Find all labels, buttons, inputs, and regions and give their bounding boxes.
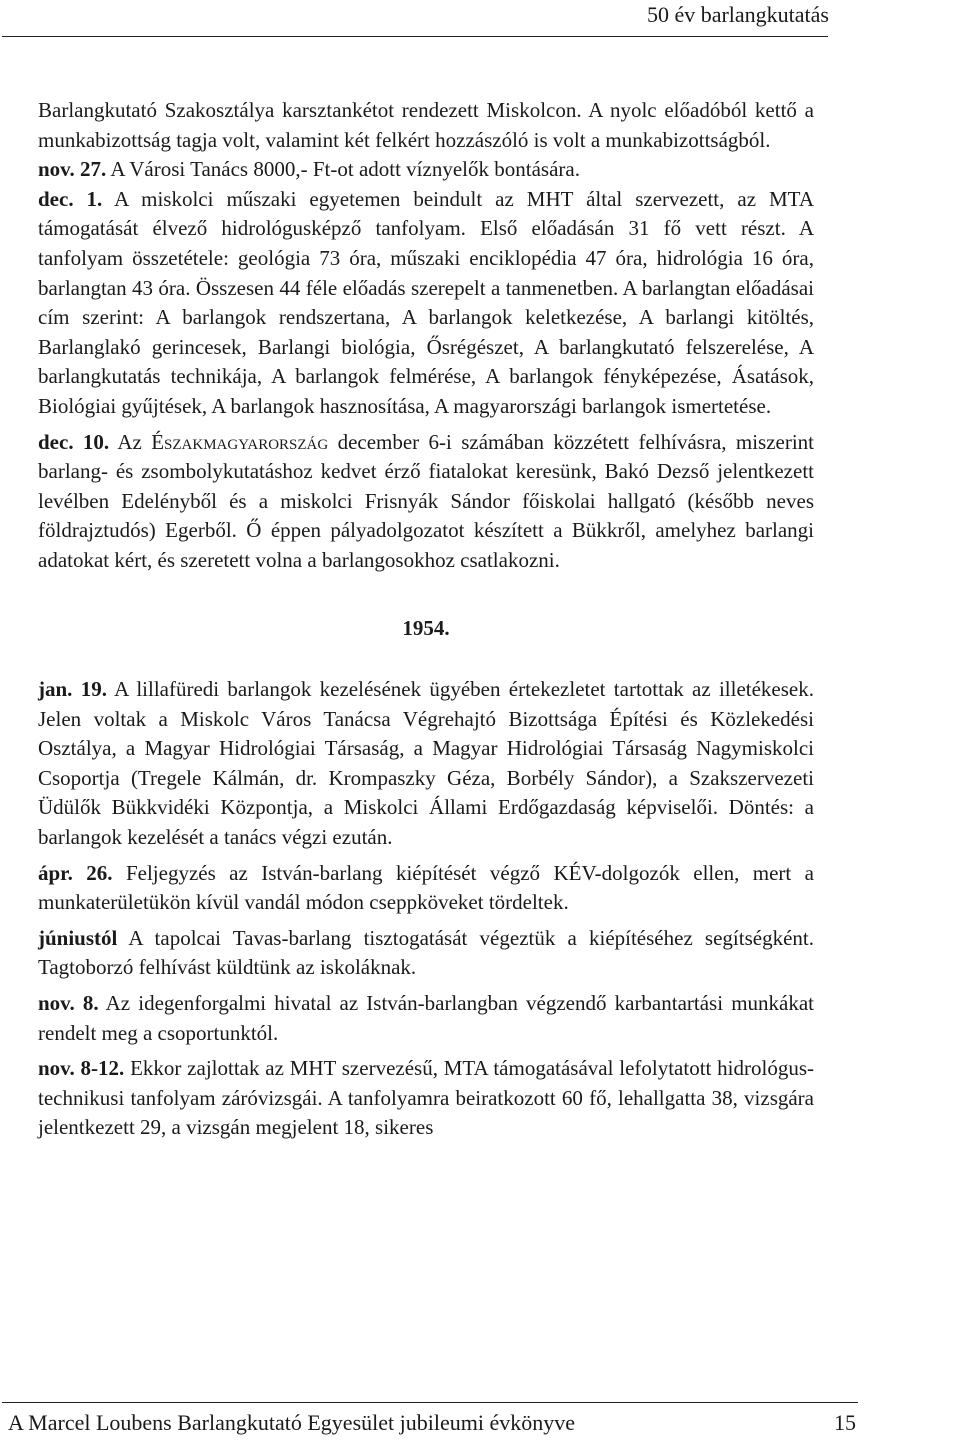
entry-nov-8 <box>38 989 814 1048</box>
entry-date: júniustól <box>38 925 118 950</box>
header-rule <box>2 36 828 37</box>
entry-continued <box>38 96 814 155</box>
newspaper-title: Északmagyarország <box>151 429 329 454</box>
entry-date: dec. 10. <box>38 429 110 454</box>
entry-text: Barlangkutató Szakosztálya karsztankétot rendezett Miskolcon. A nyolc előadóból kettő a munkabizottság tagja volt, valamint két felkért hozzászóló is volt a munkabizottságból. <box>38 98 814 152</box>
footer-publication: A Marcel Loubens Barlangkutató Egyesület jubileumi évkönyve <box>8 1410 575 1435</box>
entry-text: A lillafüredi barlangok kezelésének ügyében értekezletet tartottak az illetékesek. Jelen voltak a Miskolc Város Tanácsa Végrehajtó Bizottsága Építési és Közlekedési Osztálya, a Magyar Hidrológiai Társaság, a Magyar Hidrológiai Társaság Nagymiskolci Csoportja (Tregele Kálmán, dr. Krompaszky Géza, Borbély Sándor), a Szakszervezeti Üdülők Bükkvidéki Központja, a Miskolci Állami Erdőgazdaság képviselői. Döntés: a barlangok kezelését a tanács végzi ezután. <box>38 677 814 850</box>
entry-nov-8-12 <box>38 1054 814 1143</box>
entry-date: nov. 8. <box>38 991 99 1016</box>
entry-dec-1 <box>38 185 814 422</box>
entry-text-post: december 6-i számában közzétett felhívásra, miszerint barlang- és zsombolykutatáshoz kedvet érző fiatalokat keresünk, Bakó Dezső jelentkezett levélben Edelényből és a miskolci Frisnyák Sándor főiskolai hallgató (később neves földrajztudós) Egerből. Ő éppen pályadolgozatot készített a Bükkről, amelyhez barlangi adatokat kért, és szeretett volna a barlangosokhoz csatlakozni. <box>38 429 815 572</box>
page-number: 15 <box>834 1410 856 1435</box>
page-body <box>38 96 814 1143</box>
entry-text: A miskolci műszaki egyetemen beindult az MHT által szervezett, az MTA támogatását élvező hidrológusképző tanfolyam. Első előadásán 31 fő vett részt. A tanfolyam összetétele: geológia 73 óra, műszaki enciklopédia 47 óra, hidrológia 16 óra, barlangtan 43 óra. Összesen 44 féle előadás szerepelt a tanmenetben. A barlangtan előadásai cím szerint: A barlangok rendszertana, A barlangok keletkezése, A barlangi kitöltés, Barlanglakó gerincesek, Barlangi biológia, Ősrégészet, A barlangkutató felszerelése, A barlangkutatás technikája, A barlangok felmérése, A barlangok fényképezése, Ásatások, Biológiai gyűjtések, A barlangok hasznosítása, A magyarországi barlangok ismertetése. <box>38 186 814 418</box>
entry-date: dec. 1. <box>38 186 103 211</box>
entry-apr-26 <box>38 859 814 918</box>
entry-text: Ekkor zajlottak az MHT szervezésű, MTA támogatásával lefolytatott hidrológus-technikusi tanfolyam záróvizsgái. A tanfolyamra beiratkozott 60 fő, lehallgatta 38, vizsgára jelentkezett 29, a vizsgán megjelent 18, sikeres <box>38 1056 814 1140</box>
footer-rule <box>2 1402 858 1403</box>
entry-date: jan. 19. <box>38 677 107 702</box>
entry-text: A Városi Tanács 8000,- Ft-ot adott víznyelők bontására. <box>106 157 580 182</box>
entry-text: A tapolcai Tavas-barlang tisztogatását végeztük a kiépítéséhez segítségként. Tagtoborzó felhívást küldtünk az iskoláknak. <box>38 925 814 980</box>
entry-text: Feljegyzés az István-barlang kiépítését végző KÉV-dolgozók ellen, mert a munkaterületükön kívül vandál módon cseppköveket tördeltek. <box>38 860 814 915</box>
entry-nov-27 <box>38 155 814 185</box>
year-heading: 1954. <box>402 615 450 640</box>
entry-dec-10 <box>38 428 814 576</box>
page-footer <box>8 1410 856 1436</box>
running-head: 50 év barlangkutatás <box>646 2 829 27</box>
entry-date: ápr. 26. <box>38 860 113 885</box>
entry-text-pre: Az <box>109 429 152 454</box>
entry-text: Az idegenforgalmi hivatal az István-barlangban végzendő karbantartási munkákat rendelt meg a csoportunktól. <box>38 991 814 1045</box>
entry-date: nov. 27. <box>38 157 107 182</box>
entry-date: nov. 8-12. <box>38 1056 125 1081</box>
entry-jan-19 <box>38 675 814 853</box>
entry-juniustol <box>38 924 814 983</box>
